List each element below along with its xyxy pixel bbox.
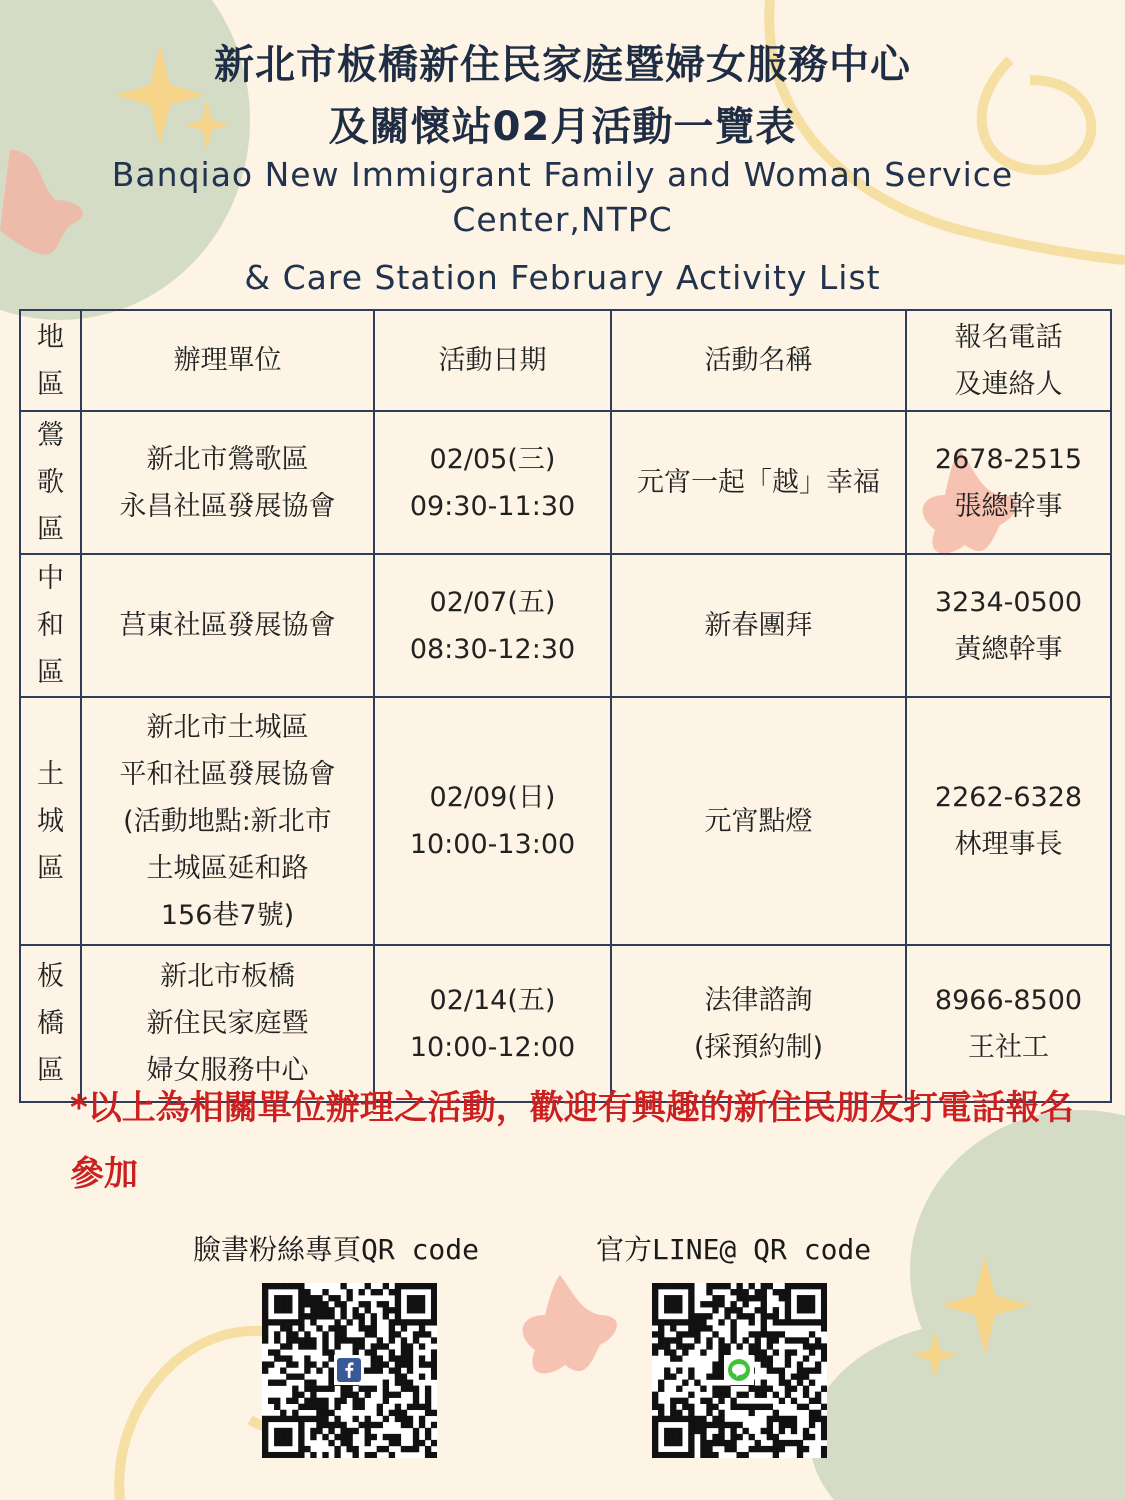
- date-text: 02/05(三): [429, 443, 556, 475]
- district-char: 和: [37, 610, 64, 641]
- district-char: 橋: [37, 1008, 64, 1039]
- line-icon: [727, 1358, 751, 1382]
- page-title-en-line2: Center,NTPC: [452, 200, 673, 239]
- notice-text: *以上為相關單位辦理之活動，歡迎有興趣的新住民朋友打電話報名參加: [70, 1088, 1074, 1194]
- contact-person: 王社工: [968, 1031, 1049, 1063]
- district-char: 板: [37, 961, 64, 992]
- activity-cell: [611, 697, 906, 945]
- date-cell: [374, 697, 611, 945]
- organizer-cell: [81, 411, 374, 554]
- organizer-line: 平和社區發展協會: [119, 758, 336, 790]
- time-text: 09:30-11:30: [409, 490, 576, 522]
- phone-text: 3234-0500: [934, 586, 1083, 618]
- district-char: 鶯: [37, 420, 64, 451]
- organizer-line: 新北市板橋: [160, 961, 295, 992]
- district-char: 區: [37, 852, 64, 884]
- page-title-zh-line2: 及關懷站02月活動一覽表: [328, 104, 797, 150]
- organizer-line: 永昌社區發展協會: [119, 490, 336, 522]
- table-row: [20, 411, 1111, 554]
- district-cell: [20, 411, 81, 554]
- header-district: [20, 310, 81, 411]
- header-date: 活動日期: [374, 310, 611, 411]
- organizer-cell: [81, 554, 374, 697]
- activity-line: (採預約制): [693, 1031, 824, 1063]
- activity-table: [19, 309, 1112, 1103]
- contact-person: 黃總幹事: [954, 633, 1063, 665]
- facebook-qr-code[interactable]: [262, 1283, 437, 1458]
- facebook-qr-label: 臉書粉絲專頁QR code: [193, 1233, 480, 1266]
- activity-line: 元宵點燈: [704, 805, 813, 837]
- table-row: [20, 554, 1111, 697]
- activity-line: 法律諮詢: [704, 984, 813, 1016]
- header-organizer: 辦理單位: [81, 310, 374, 411]
- organizer-line: 新北市鶯歌區: [146, 443, 309, 475]
- district-char: 中: [37, 563, 64, 594]
- contact-cell: [906, 697, 1111, 945]
- date-cell: [374, 554, 611, 697]
- header-district-char: 地: [37, 321, 64, 353]
- organizer-line: 土城區延和路: [146, 852, 309, 884]
- district-char: 區: [37, 657, 64, 688]
- date-cell: [374, 411, 611, 554]
- date-text: 02/09(日): [429, 782, 556, 813]
- district-cell: [20, 554, 81, 697]
- organizer-cell: [81, 697, 374, 945]
- organizer-line: 新住民家庭暨: [146, 1008, 309, 1039]
- phone-text: 2678-2515: [934, 443, 1083, 475]
- page-title-zh-line1: 新北市板橋新住民家庭暨婦女服務中心: [214, 42, 911, 88]
- time-text: 10:00-13:00: [409, 829, 576, 860]
- table-header-row: [20, 310, 1111, 411]
- facebook-icon: [337, 1358, 361, 1382]
- district-char: 城: [37, 805, 64, 837]
- header-district-char: 區: [37, 368, 64, 400]
- date-text: 02/14(五): [429, 984, 556, 1016]
- district-char: 區: [37, 514, 64, 545]
- table-row: [20, 697, 1111, 945]
- time-text: 08:30-12:30: [409, 633, 576, 665]
- header-contact-line: 報名電話: [954, 321, 1063, 353]
- contact-person: 張總幹事: [954, 490, 1063, 522]
- contact-cell: [906, 554, 1111, 697]
- activity-cell: [611, 554, 906, 697]
- contact-person: 林理事長: [954, 829, 1063, 860]
- organizer-line: 莒東社區發展協會: [119, 610, 336, 641]
- phone-text: 2262-6328: [934, 782, 1083, 813]
- contact-cell: [906, 411, 1111, 554]
- time-text: 10:00-12:00: [409, 1031, 576, 1063]
- district-char: 土: [37, 758, 64, 790]
- activity-line: 元宵一起「越」幸福: [637, 467, 880, 498]
- activity-line: 新春團拜: [704, 610, 813, 641]
- organizer-line: 新北市土城區: [146, 711, 309, 743]
- line-qr-code[interactable]: [652, 1283, 827, 1458]
- organizer-line: (活動地點:新北市: [123, 805, 332, 837]
- header-contact: [906, 310, 1111, 411]
- header-activity: 活動名稱: [611, 310, 906, 411]
- district-char: 歌: [37, 467, 64, 498]
- organizer-line: 156巷7號): [160, 899, 295, 931]
- date-text: 02/07(五): [429, 586, 556, 618]
- activity-cell: [611, 411, 906, 554]
- district-char: 區: [37, 1055, 64, 1086]
- phone-text: 8966-8500: [934, 984, 1083, 1016]
- organizer-line: 婦女服務中心: [146, 1055, 309, 1086]
- district-cell: [20, 697, 81, 945]
- header-contact-line: 及連絡人: [954, 368, 1063, 400]
- page-title-en-line3: & Care Station February Activity List: [244, 258, 881, 297]
- line-qr-label: 官方LINE@ QR code: [596, 1233, 872, 1266]
- page-title-en-line1: Banqiao New Immigrant Family and Woman Service: [111, 155, 1014, 194]
